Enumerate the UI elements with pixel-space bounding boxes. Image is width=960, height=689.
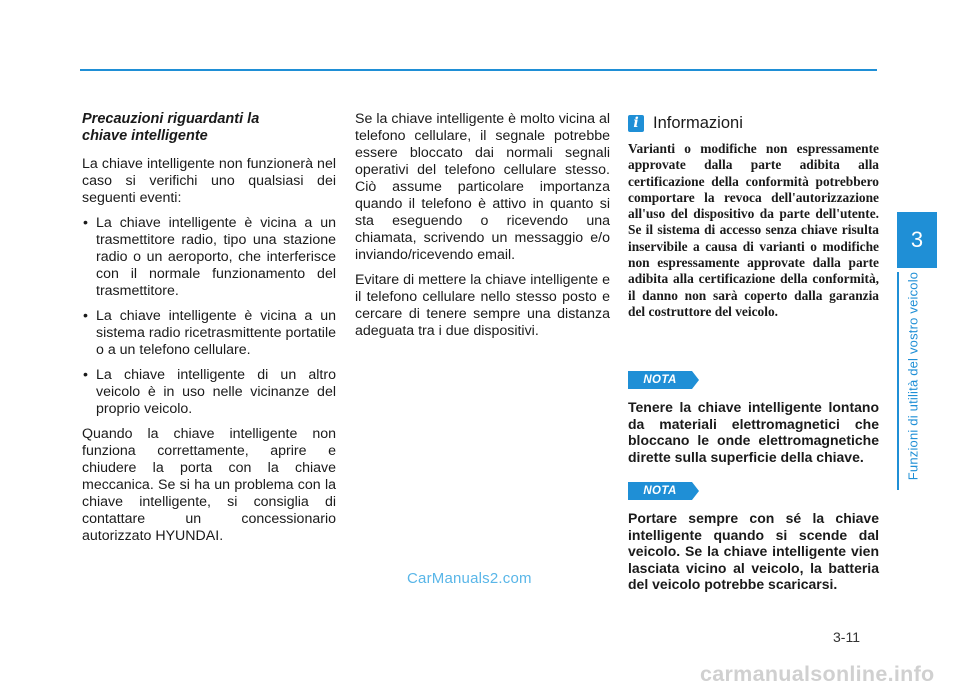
nota-badge: NOTA [628,482,692,500]
intro-paragraph: La chiave intelligente non funzionerà nel caso si verifichi uno qualsiasi dei seguenti eventi: [82,156,336,206]
list-item: • La chiave intelligente di un altro veicolo è in uso nelle vicinanze del proprio veicolo. [82,367,336,418]
column-right [628,115,879,320]
section-title [82,111,336,145]
nota-text: Tenere la chiave intelligente lontano da materiali elettromagnetici che bloccano le onde elettromagnetiche dirette sulla superficie della chiave. [628,399,879,465]
page-number: 3-11 [833,629,860,645]
chapter-tab-line [897,272,899,490]
condition-list [82,215,336,418]
section-title-line1: Precauzioni riguardanti la [82,111,260,127]
nota-text: Portare sempre con sé la chiave intelligente quando si scende dal veicolo. Se la chiave intelligente vien lasciata vicino al veicolo, la batteria del veicolo potrebbe scaricarsi. [628,510,879,592]
header-rule [80,69,877,71]
chapter-tab [897,212,937,268]
info-header [628,115,879,132]
closing-paragraph: Quando la chiave intelligente non funziona correttamente, aprire e chiudere la porta con la chiave meccanica. Se si ha un problema con la chiave intelligente, si consiglia di contattare un concessionario autorizzato HYUNDAI. [82,426,336,544]
chapter-number: 3 [910,227,924,252]
chapter-title: Funzioni di utilità del vostro veicolo [905,271,921,481]
nota-badge: NOTA [628,371,692,389]
info-icon: i [628,115,644,132]
section-title-line2: chiave intelligente [82,128,208,144]
column-middle [355,111,610,348]
info-text: Varianti o modifiche non espressamente approvate dalla parte adibita alla certificazione della conformità potrebbero comportare la revoca dell'autorizzazione all'uso del dispositivo da parte dell'utente. Se il sistema di accesso senza chiave risulta inservibile a causa di varianti o modifiche non espressamente approvate dalla parte adibita alla certificazione della conformità, il danno non sarà coperto dalla garanzia del costruttore del veicolo. [628,141,879,319]
watermark-center: CarManuals2.com [407,570,532,587]
paragraph-phone-interference: Se la chiave intelligente è molto vicina al telefono cellulare, il segnale potrebbe essere bloccato dai normali segnali operativi del telefono cellulare stesso. Ciò assume particolare importanza quando il telefono è attivo in quanto si sta eseguendo o ricevendo una chiamata, scrivendo un messaggio e/o inviando/ricevendo email. [355,111,610,263]
info-title: Informazioni [653,114,743,132]
column-left [82,111,336,553]
paragraph-distance-advice: Evitare di mettere la chiave intelligente e il telefono cellulare nello stesso posto e cercare di tenere sempre una distanza adeguata tra i due dispositivi. [355,272,610,339]
list-item: • La chiave intelligente è vicina a un trasmettitore radio, tipo una stazione radio o un aeroporto, che interferisce con il normale funzionamento del trasmettitore. [82,215,336,300]
watermark-corner: carmanualsonline.info [700,662,935,686]
list-item: • La chiave intelligente è vicina a un sistema radio ricetrasmittente portatile o a un telefono cellulare. [82,308,336,359]
